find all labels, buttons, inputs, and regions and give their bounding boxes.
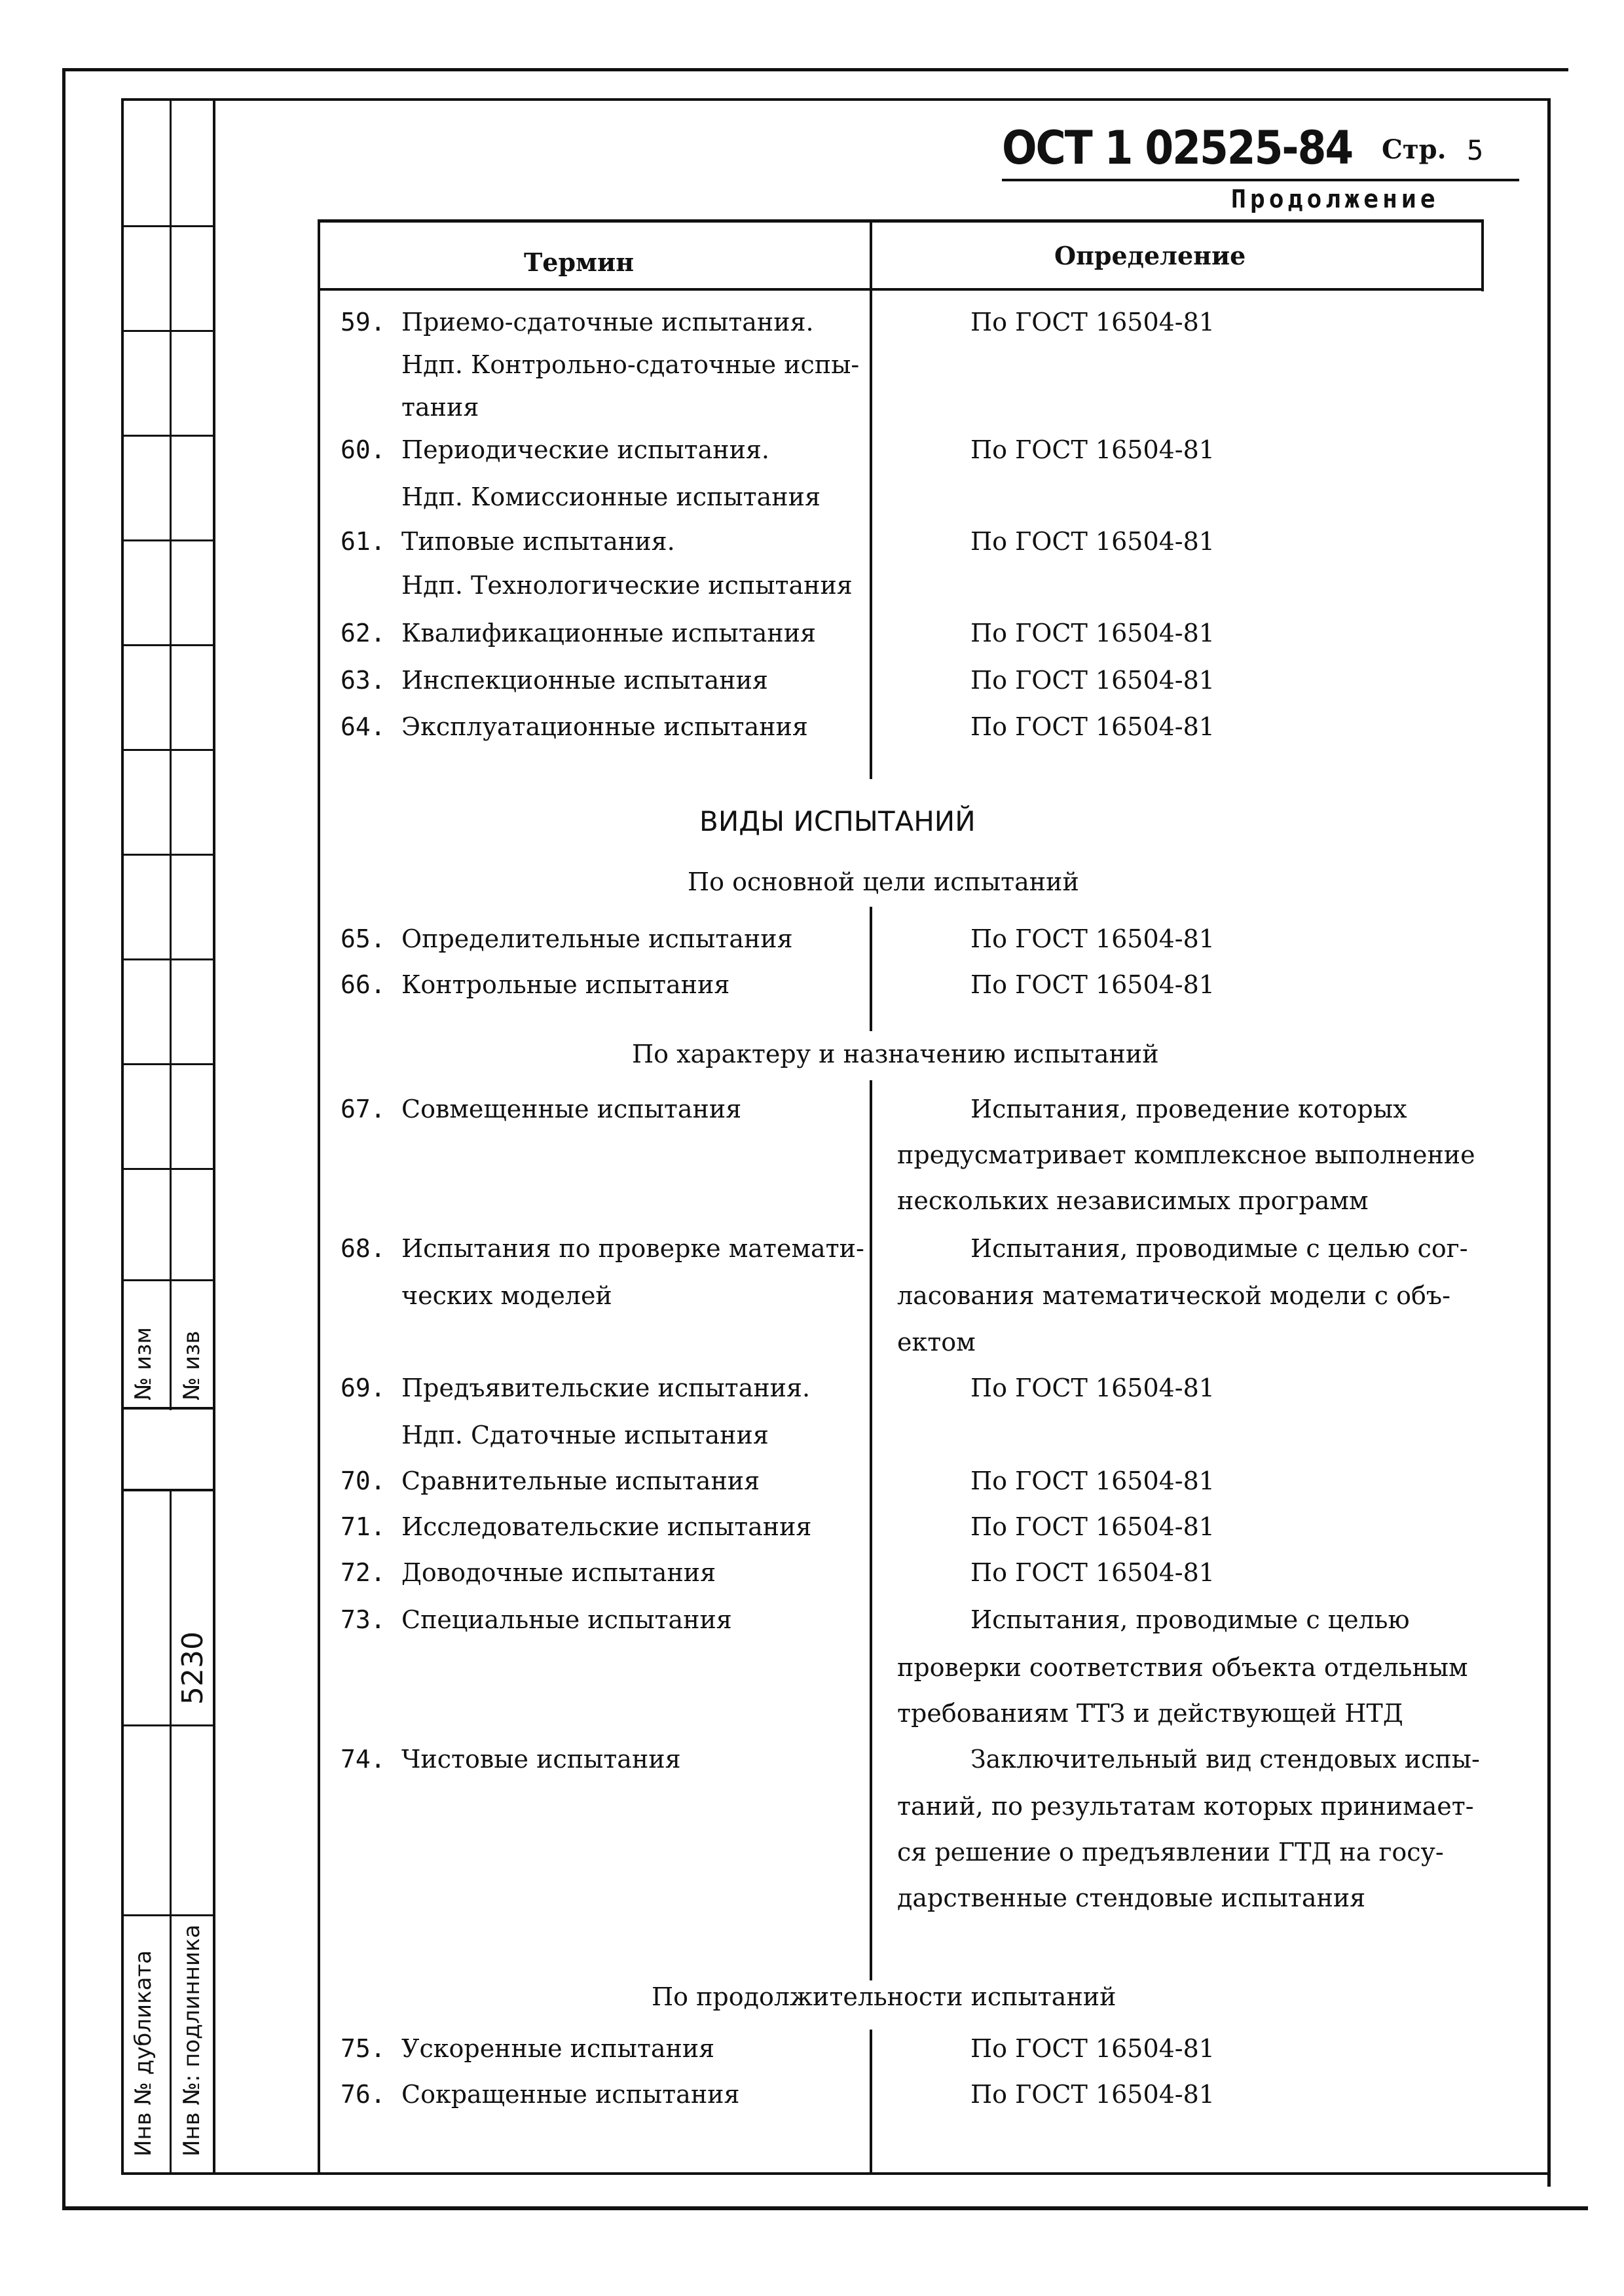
term-text: Определительные испытания xyxy=(401,924,793,953)
term-text: Исследовательские испытания xyxy=(401,1512,812,1541)
table-row xyxy=(0,1328,1624,1367)
term-text: Контрольные испытания xyxy=(401,970,730,999)
definition-text: ласования математической модели с объ- xyxy=(897,1281,1450,1310)
definition-reference: По ГОСТ 16504-81 xyxy=(970,1512,1215,1541)
table-row xyxy=(0,666,1624,705)
term-text: Ускоренные испытания xyxy=(401,2034,715,2063)
table-row xyxy=(0,1512,1624,1552)
table-row xyxy=(0,1884,1624,1923)
stamp-notice-no: № изв xyxy=(179,1330,205,1400)
table-right xyxy=(1481,219,1484,291)
table-row xyxy=(0,1699,1624,1738)
frame-top xyxy=(62,68,1568,71)
definition-text: проверки соответствия объекта отдельным xyxy=(897,1653,1468,1682)
table-row xyxy=(0,1838,1624,1877)
table-row xyxy=(0,350,1624,390)
frame-bottom xyxy=(62,2206,1588,2210)
term-text: Специальные испытания xyxy=(401,1605,732,1634)
table-row xyxy=(0,1095,1624,1134)
term-text: Ндп. Сдаточные испытания xyxy=(401,1421,769,1449)
table-row xyxy=(0,619,1624,658)
term-number: 70. xyxy=(341,1467,386,1495)
term-text: Периодические испытания. xyxy=(401,435,769,464)
term-number: 69. xyxy=(341,1374,386,1402)
term-text: Чистовые испытания xyxy=(401,1745,681,1774)
table-row xyxy=(0,1745,1624,1784)
term-text: Квалификационные испытания xyxy=(401,619,816,647)
definition-reference: По ГОСТ 16504-81 xyxy=(970,527,1215,556)
definition-reference: По ГОСТ 16504-81 xyxy=(970,924,1215,953)
definition-text: ектом xyxy=(897,1328,976,1357)
inner-frame-top xyxy=(121,98,1549,101)
term-text: Доводочные испытания xyxy=(401,1558,716,1587)
definition-reference: По ГОСТ 16504-81 xyxy=(970,2034,1215,2063)
table-row xyxy=(0,308,1624,347)
term-text: Ндп. Контрольно-сдаточные испы- xyxy=(401,350,860,379)
table-row xyxy=(0,712,1624,752)
inner-frame-bottom xyxy=(121,2172,1551,2175)
term-number: 76. xyxy=(341,2080,386,2109)
definition-text: ся решение о предъявлении ГТД на госу- xyxy=(897,1838,1444,1867)
definition-text: нескольких независимых программ xyxy=(897,1186,1369,1215)
term-number: 68. xyxy=(341,1234,386,1263)
term-text: Инспекционные испытания xyxy=(401,666,768,695)
table-row xyxy=(0,1374,1624,1413)
header-underline xyxy=(1002,179,1519,181)
table-top xyxy=(318,219,1483,223)
term-number: 62. xyxy=(341,619,386,647)
table-row xyxy=(0,1186,1624,1226)
term-text: Ндп. Технологические испытания xyxy=(401,571,853,600)
table-row xyxy=(0,1140,1624,1180)
definition-text: Заключительный вид стендовых испы- xyxy=(970,1745,1480,1774)
term-number: 65. xyxy=(341,924,386,953)
table-row xyxy=(0,1421,1624,1460)
continuation-label: Продолжение xyxy=(1231,185,1439,213)
table-row xyxy=(0,924,1624,964)
definition-reference: По ГОСТ 16504-81 xyxy=(970,619,1215,647)
section-by-character: По характеру и назначению испытаний xyxy=(632,1040,1159,1068)
definition-reference: По ГОСТ 16504-81 xyxy=(970,308,1215,337)
col-header-definition: Определение xyxy=(1054,241,1246,270)
table-row xyxy=(0,1558,1624,1597)
table-row xyxy=(0,1792,1624,1831)
term-number: 75. xyxy=(341,2034,386,2063)
table-row xyxy=(0,1605,1624,1645)
term-text: Эксплуатационные испытания xyxy=(401,712,808,741)
term-number: 59. xyxy=(341,308,386,337)
term-text: Типовые испытания. xyxy=(401,527,675,556)
term-text: ческих моделей xyxy=(401,1281,612,1310)
page-label: Стр. xyxy=(1382,134,1447,165)
table-row xyxy=(0,1281,1624,1321)
stamp-inv-orig: Инв №: подлинника xyxy=(179,1924,205,2157)
term-number: 72. xyxy=(341,1558,386,1587)
table-row xyxy=(0,1467,1624,1506)
table-row xyxy=(0,483,1624,522)
term-text: Предъявительские испытания. xyxy=(401,1374,811,1402)
term-number: 64. xyxy=(341,712,386,741)
standard-code: ОСТ 1 02525-84 xyxy=(1002,121,1353,175)
definition-reference: По ГОСТ 16504-81 xyxy=(970,2080,1215,2109)
table-row xyxy=(0,2080,1624,2119)
term-text: Приемо-сдаточные испытания. xyxy=(401,308,814,337)
table-row xyxy=(0,393,1624,432)
definition-text: требованиям ТТЗ и действующей НТД xyxy=(897,1699,1403,1728)
table-header-bottom xyxy=(318,288,1483,291)
section-main: ВИДЫ ИСПЫТАНИЙ xyxy=(699,805,976,837)
term-number: 71. xyxy=(341,1512,386,1541)
definition-text: дарственные стендовые испытания xyxy=(897,1884,1366,1912)
section-by-purpose: По основной цели испытаний xyxy=(688,867,1079,896)
definition-reference: По ГОСТ 16504-81 xyxy=(970,970,1215,999)
term-text: Ндп. Комиссионные испытания xyxy=(401,483,821,511)
stamp-inv-dup: Инв № дубликата xyxy=(130,1950,157,2157)
definition-text: Испытания, проводимые с целью xyxy=(970,1605,1410,1634)
definition-reference: По ГОСТ 16504-81 xyxy=(970,1558,1215,1587)
term-number: 66. xyxy=(341,970,386,999)
term-number: 61. xyxy=(341,527,386,556)
table-row xyxy=(0,571,1624,610)
table-row xyxy=(0,2034,1624,2073)
term-text: Испытания по проверке математи- xyxy=(401,1234,864,1263)
term-number: 73. xyxy=(341,1605,386,1634)
definition-reference: По ГОСТ 16504-81 xyxy=(970,435,1215,464)
definition-reference: По ГОСТ 16504-81 xyxy=(970,1374,1215,1402)
col-header-term: Термин xyxy=(524,247,635,277)
stamp-change-no: № изм xyxy=(130,1327,157,1400)
definition-text: Испытания, проводимые с целью сог- xyxy=(970,1234,1468,1263)
table-row xyxy=(0,1653,1624,1692)
definition-reference: По ГОСТ 16504-81 xyxy=(970,666,1215,695)
definition-reference: По ГОСТ 16504-81 xyxy=(970,712,1215,741)
page-number: 5 xyxy=(1467,134,1484,166)
term-text: Сокращенные испытания xyxy=(401,2080,740,2109)
table-row xyxy=(0,435,1624,475)
stamp-original-inv-no: 5230 xyxy=(176,1631,210,1705)
term-text: тания xyxy=(401,393,479,422)
definition-text: таний, по результатам которых принимает- xyxy=(897,1792,1474,1821)
table-row xyxy=(0,527,1624,566)
section-by-duration: По продолжительности испытаний xyxy=(652,1982,1116,2011)
table-row xyxy=(0,1234,1624,1273)
term-number: 74. xyxy=(341,1745,386,1774)
term-text: Совмещенные испытания xyxy=(401,1095,742,1123)
term-text: Сравнительные испытания xyxy=(401,1467,760,1495)
definition-reference: По ГОСТ 16504-81 xyxy=(970,1467,1215,1495)
definition-text: Испытания, проведение которых xyxy=(970,1095,1407,1123)
term-number: 67. xyxy=(341,1095,386,1123)
definition-text: предусматривает комплексное выполнение xyxy=(897,1140,1475,1169)
table-row xyxy=(0,970,1624,1010)
term-number: 63. xyxy=(341,666,386,695)
term-number: 60. xyxy=(341,435,386,464)
